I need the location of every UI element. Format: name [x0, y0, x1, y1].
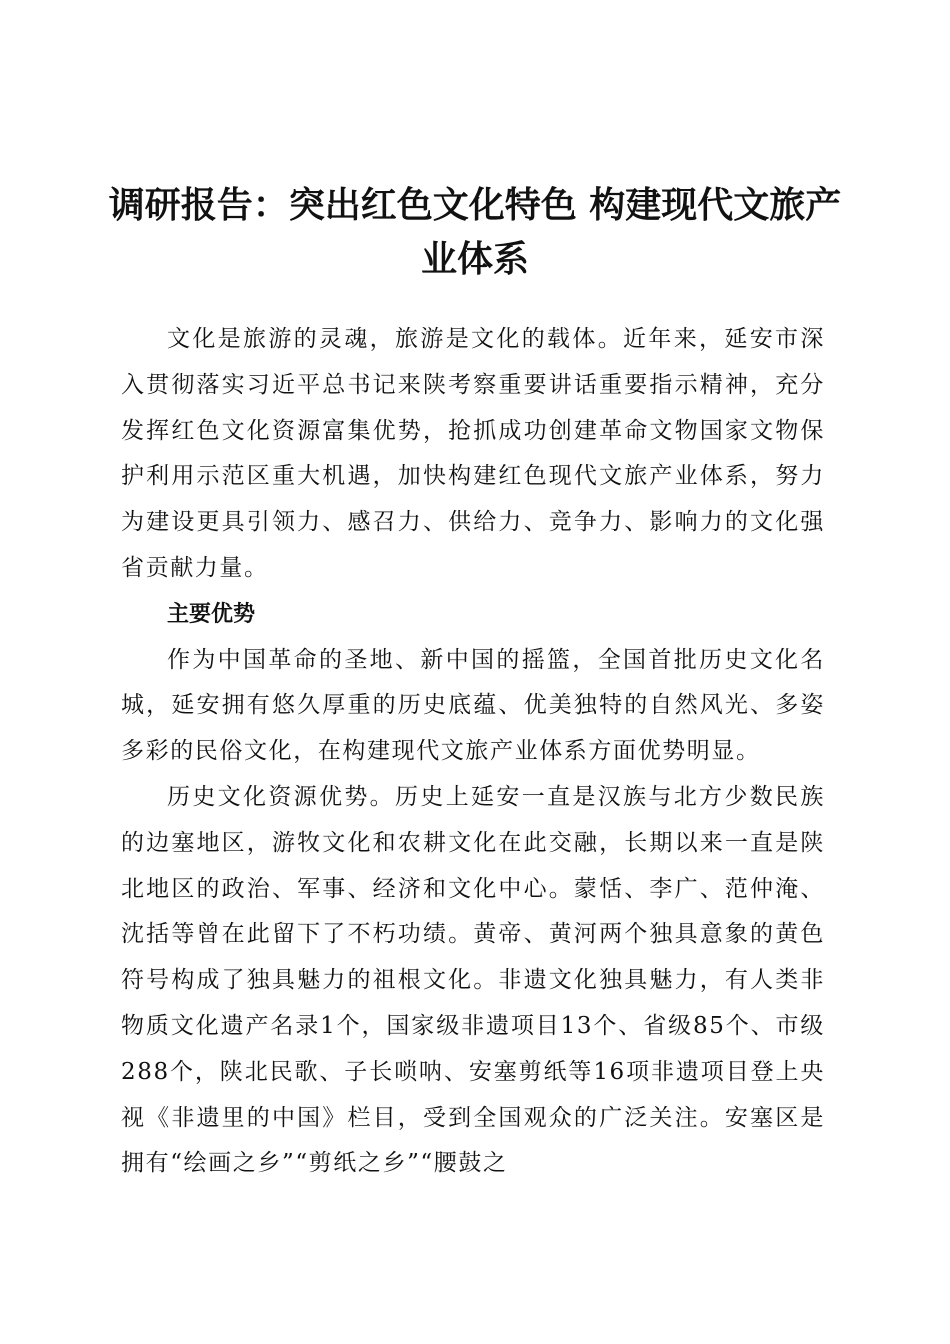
document-title: 调研报告：突出红色文化特色 构建现代文旅产业体系: [108, 184, 842, 280]
section-paragraph: 作为中国革命的圣地、新中国的摇篮，全国首批历史文化名城，延安拥有悠久厚重的历史底蕴、优美独特的自然风光、多姿多彩的民俗文化，在构建现代文旅产业体系方面优势明显。: [121, 646, 825, 765]
document-body: [121, 317, 825, 1187]
section-heading: 主要优势: [167, 601, 256, 627]
section-paragraph: 历史文化资源优势。历史上延安一直是汉族与北方少数民族的边塞地区，游牧文化和农耕文化在此交融，长期以来一直是陕北地区的政治、军事、经济和文化中心。蒙恬、李广、范仲淹、沈括等曾在此留下了不朽功绩。黄帝、黄河两个独具意象的黄色符号构成了独具魅力的祖根文化。非遗文化独具魅力，有人类非物质文化遗产名录1个，国家级非遗项目13个、省级85个、市级288个，陕北民歌、子长唢呐、安塞剪纸等16项非遗项目登上央视《非遗里的中国》栏目，受到全国观众的广泛关注。安塞区是拥有“绘画之乡”“剪纸之乡”“腰鼓之: [121, 783, 825, 1177]
intro-paragraph: 文化是旅游的灵魂，旅游是文化的载体。近年来，延安市深入贯彻落实习近平总书记来陕考察重要讲话重要指示精神，充分发挥红色文化资源富集优势，抢抓成功创建革命文物国家文物保护利用示范区重大机遇，加快构建红色现代文旅产业体系，努力为建设更具引领力、感召力、供给力、竞争力、影响力的文化强省贡献力量。: [121, 326, 825, 581]
